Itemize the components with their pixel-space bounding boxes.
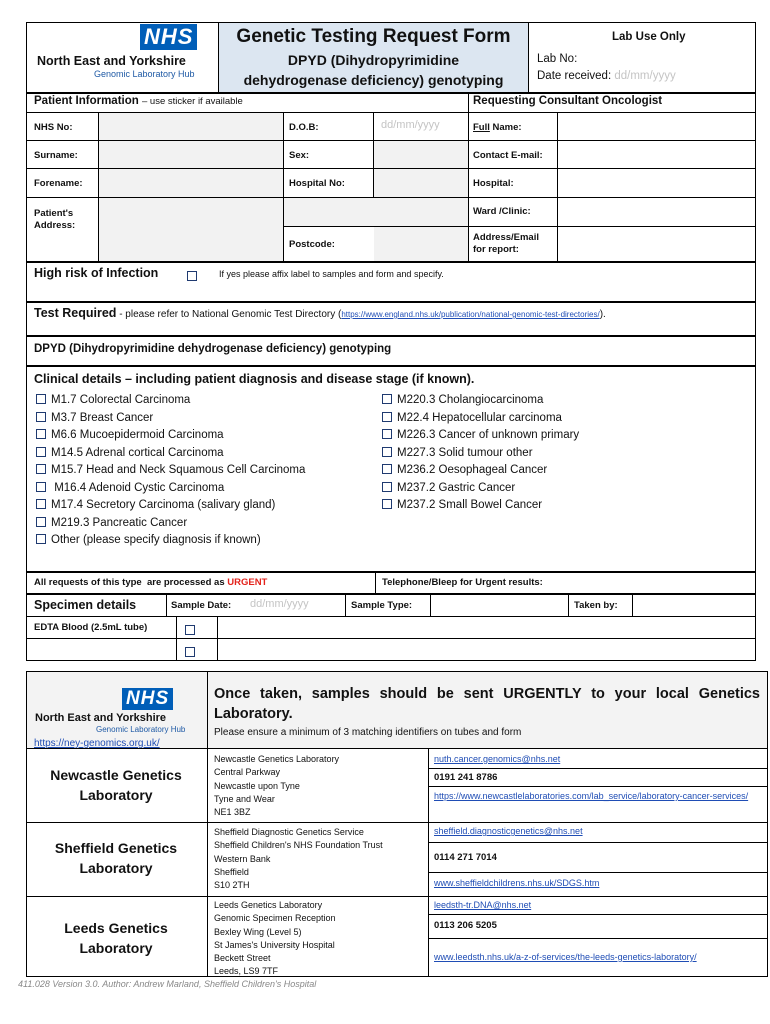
- lab-no-label: Lab No:: [537, 53, 578, 65]
- org-name-footer: North East and Yorkshire: [35, 712, 167, 724]
- diagnosis-option[interactable]: M17.4 Secretory Carcinoma (salivary gland): [36, 499, 305, 517]
- postcode-input[interactable]: [374, 227, 468, 261]
- lab-email-newcastle[interactable]: nuth.cancer.genomics@nhs.net: [434, 754, 561, 764]
- date-received: Date received: dd/mm/yyyy: [537, 70, 676, 82]
- test-directory-link[interactable]: https://www.england.nhs.uk/publication/national-genomic-test-directories/: [341, 310, 600, 319]
- other-sample-checkbox[interactable]: [185, 643, 200, 661]
- lab-phone-newcastle: 0191 241 8786: [434, 772, 498, 783]
- lab-phone-sheffield: 0114 271 7014: [434, 852, 497, 863]
- email-label: Contact E-mail:: [473, 150, 543, 161]
- checkbox-icon[interactable]: [382, 412, 392, 422]
- org-sub: Genomic Laboratory Hub: [94, 69, 195, 79]
- edta-checkbox[interactable]: [185, 621, 200, 639]
- checkbox-icon[interactable]: [382, 499, 392, 509]
- sex-label: Sex:: [289, 150, 310, 161]
- taken-by-input[interactable]: [633, 595, 755, 616]
- dob-label: D.O.B:: [289, 122, 319, 133]
- nhs-no-input[interactable]: [99, 113, 283, 140]
- sample-date-label: Sample Date:: [171, 600, 232, 611]
- diagnosis-option[interactable]: M236.2 Oesophageal Cancer: [382, 464, 579, 482]
- patient-heading: Patient Information – use sticker if available: [34, 95, 243, 107]
- lab-address-newcastle: Newcastle Genetics Laboratory Central Parkway Newcastle upon Tyne Tyne and Wear NE1 3BZ: [214, 754, 340, 818]
- lab-web-newcastle[interactable]: https://www.newcastlelaboratories.com/lab_service/laboratory-cancer-services/: [434, 791, 749, 801]
- urgent-label: All requests of this type are processed as URGENT: [34, 577, 268, 588]
- address-label: Patient's Address:: [34, 208, 76, 231]
- test-label: Test Required - please refer to National Genomic Test Directory (https://www.england.nhs.uk/publication/national-genomic-test-directories/).: [34, 306, 606, 320]
- diagnosis-option[interactable]: M227.3 Solid tumour other: [382, 447, 579, 465]
- dob-input[interactable]: dd/mm/yyyy: [381, 119, 440, 131]
- sample-type-label: Sample Type:: [351, 600, 413, 611]
- infection-checkbox[interactable]: [187, 267, 202, 285]
- diagnosis-option[interactable]: M1.7 Colorectal Carcinoma: [36, 394, 305, 412]
- lab-name-leeds: Leeds Genetics Laboratory: [64, 920, 168, 956]
- lab-use-heading: Lab Use Only: [612, 31, 686, 43]
- urgent-phone-label: Telephone/Bleep for Urgent results:: [382, 577, 543, 588]
- diagnosis-option[interactable]: M237.2 Small Bowel Cancer: [382, 499, 579, 517]
- diagnosis-option[interactable]: M226.3 Cancer of unknown primary: [382, 429, 579, 447]
- checkbox-icon[interactable]: [382, 429, 392, 439]
- surname-input[interactable]: [99, 141, 283, 168]
- full-name-label: Full Name:: [473, 122, 522, 133]
- page-title: Genetic Testing Request Form: [236, 26, 511, 47]
- postcode-label: Postcode:: [289, 239, 335, 250]
- diagnosis-option[interactable]: M15.7 Head and Neck Squamous Cell Carcinoma: [36, 464, 305, 482]
- org-name: North East and Yorkshire: [37, 54, 186, 68]
- diagnosis-option[interactable]: M237.2 Gastric Cancer: [382, 482, 579, 500]
- sample-type-input[interactable]: [431, 595, 568, 616]
- lab-web-sheffield[interactable]: www.sheffieldchildrens.nhs.uk/SDGS.htm: [434, 878, 600, 888]
- nhs-logo-footer: NHS: [122, 688, 173, 710]
- infection-label: High risk of Infection: [34, 266, 159, 280]
- test-name: DPYD (Dihydropyrimidine dehydrogenase deficiency) genotyping: [34, 343, 392, 355]
- version-footer: 411.028 Version 3.0. Author: Andrew Marland, Sheffield Children's Hospital: [18, 979, 317, 989]
- checkbox-icon[interactable]: [382, 482, 392, 492]
- checkbox-icon[interactable]: [36, 482, 46, 492]
- checkbox-icon[interactable]: [36, 464, 46, 474]
- checkbox-icon[interactable]: [36, 499, 46, 509]
- ward-label: Ward /Clinic:: [473, 206, 531, 217]
- diagnosis-option[interactable]: M14.5 Adrenal cortical Carcinoma: [36, 447, 305, 465]
- hospital-label: Hospital:: [473, 178, 514, 189]
- lab-web-leeds[interactable]: www.leedsth.nhs.uk/a-z-of-services/the-leeds-genetics-laboratory/: [434, 952, 697, 962]
- diagnosis-option[interactable]: M219.3 Pancreatic Cancer: [36, 517, 305, 535]
- nhs-logo: NHS: [140, 24, 197, 50]
- specimen-heading: Specimen details: [34, 598, 137, 612]
- lab-address-sheffield: Sheffield Diagnostic Genetics Service Sheffield Children's NHS Foundation Trust Western Bank Sheffield S10 2TH: [214, 827, 383, 891]
- sample-date-input[interactable]: dd/mm/yyyy: [250, 598, 309, 610]
- date-received-input[interactable]: dd/mm/yyyy: [614, 70, 676, 82]
- diagnosis-option[interactable]: M3.7 Breast Cancer: [36, 412, 305, 430]
- diagnosis-list-left: [36, 394, 305, 552]
- address-line-input[interactable]: [284, 198, 468, 226]
- checkbox-icon[interactable]: [36, 429, 46, 439]
- consultant-heading: Requesting Consultant Oncologist: [473, 95, 663, 107]
- checkbox-icon[interactable]: [36, 517, 46, 527]
- checkbox-icon[interactable]: [36, 447, 46, 457]
- lab-address-leeds: Leeds Genetics Laboratory Genomic Specimen Reception Bexley Wing (Level 5) St James's University Hospital Beckett Street Leeds, LS9 7TF: [214, 900, 336, 977]
- forename-input[interactable]: [99, 169, 283, 197]
- clinical-heading: Clinical details – including patient diagnosis and disease stage (if known).: [34, 372, 475, 386]
- nhs-no-label: NHS No:: [34, 122, 73, 133]
- lab-email-sheffield[interactable]: sheffield.diagnosticgenetics@nhs.net: [434, 826, 583, 836]
- hospital-no-input[interactable]: [374, 169, 468, 197]
- infection-note: If yes please affix label to samples and form and specify.: [219, 269, 444, 279]
- checkbox-icon[interactable]: [36, 412, 46, 422]
- ney-genomics-link[interactable]: https://ney-genomics.org.uk/: [34, 738, 160, 749]
- checkbox-icon[interactable]: [36, 394, 46, 404]
- diagnosis-option[interactable]: M6.6 Mucoepidermoid Carcinoma: [36, 429, 305, 447]
- checkbox-icon[interactable]: [382, 394, 392, 404]
- urgent-word: URGENT: [227, 577, 268, 588]
- page-subtitle-2: dehydrogenase deficiency) genotyping: [243, 72, 504, 88]
- forename-label: Forename:: [34, 178, 83, 189]
- org-sub-footer: Genomic Laboratory Hub: [96, 725, 186, 734]
- diagnosis-option[interactable]: M22.4 Hepatocellular carcinoma: [382, 412, 579, 430]
- diagnosis-option[interactable]: M16.4 Adenoid Cystic Carcinoma: [36, 482, 305, 500]
- lab-name-newcastle: Newcastle Genetics Laboratory: [50, 767, 182, 803]
- checkbox-icon[interactable]: [36, 534, 46, 544]
- sex-input[interactable]: [374, 141, 468, 168]
- page-subtitle-1: DPYD (Dihydropyrimidine: [287, 52, 460, 68]
- address-input[interactable]: [99, 198, 283, 261]
- lab-name-sheffield: Sheffield Genetics Laboratory: [54, 840, 178, 876]
- diagnosis-list-right: [382, 394, 579, 517]
- checkbox-icon[interactable]: [382, 447, 392, 457]
- hospital-no-label: Hospital No:: [289, 178, 345, 189]
- diagnosis-option[interactable]: Other (please specify diagnosis if known): [36, 534, 305, 552]
- checkbox-icon[interactable]: [382, 464, 392, 474]
- diagnosis-option[interactable]: M220.3 Cholangiocarcinoma: [382, 394, 579, 412]
- edta-label: EDTA Blood (2.5mL tube): [34, 622, 148, 633]
- lab-email-leeds[interactable]: leedsth-tr.DNA@nhs.net: [434, 900, 532, 910]
- lab-phone-leeds: 0113 206 5205: [434, 920, 497, 931]
- identifiers-note: Please ensure a minimum of 3 matching identifiers on tubes and form: [214, 727, 522, 738]
- report-address-label: Address/Email for report:: [473, 232, 539, 255]
- taken-by-label: Taken by:: [574, 600, 618, 611]
- surname-label: Surname:: [34, 150, 78, 161]
- send-urgently-headline: Once taken, samples should be sent URGENTLY to your local Genetics Laboratory.: [214, 686, 760, 722]
